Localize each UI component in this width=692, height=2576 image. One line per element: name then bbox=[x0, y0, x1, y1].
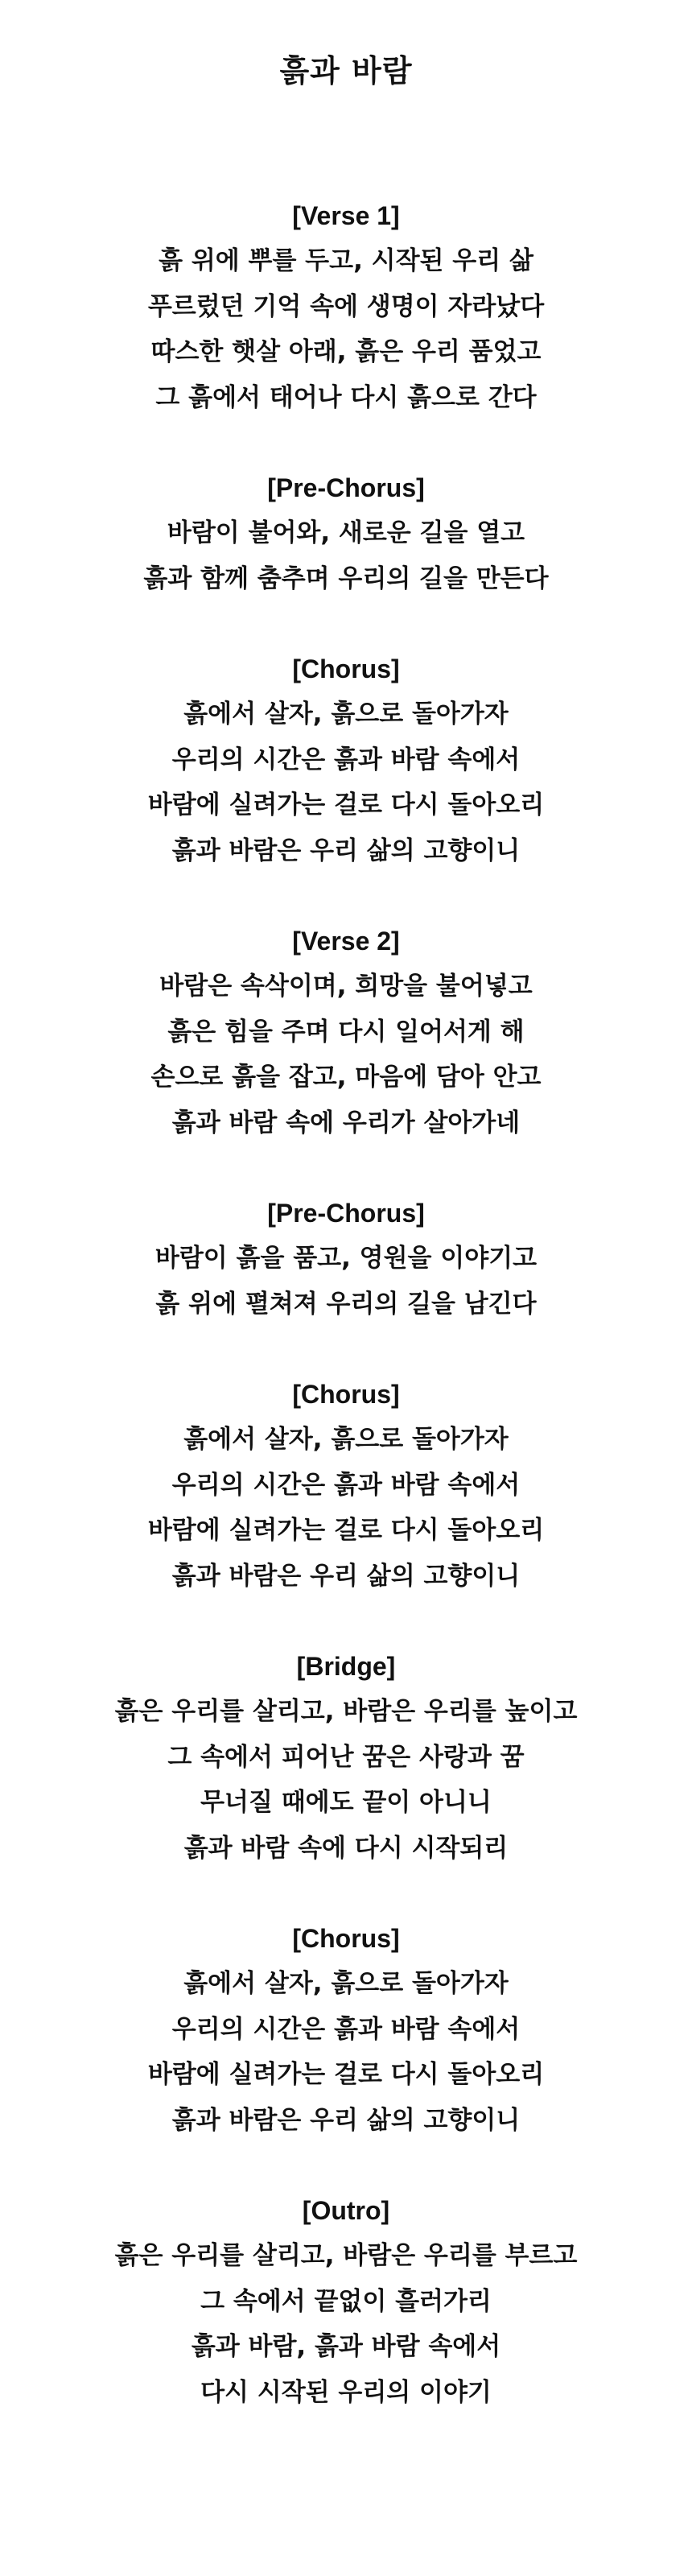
lyric-line: 우리의 시간은 흙과 바람 속에서 bbox=[171, 2014, 521, 2044]
lyric-line: 바람이 흙을 품고, 영원을 이야기고 bbox=[154, 1244, 538, 1273]
lyric-line: 흙과 함께 춤추며 우리의 길을 만든다 bbox=[143, 564, 549, 593]
lyric-line: 흙과 바람은 우리 삶의 고향이니 bbox=[171, 1561, 521, 1591]
lyrics-section bbox=[0, 2188, 692, 2415]
lyric-line: 푸르렀던 기억 속에 생명이 자라났다 bbox=[147, 291, 545, 321]
lyric-line: 흙에서 살자, 흙으로 돌아가자 bbox=[183, 700, 509, 729]
lyric-line: 그 속에서 끝없이 흘러가리 bbox=[200, 2286, 492, 2316]
section-label: [Verse 1] bbox=[292, 201, 400, 230]
lyric-line: 바람은 속삭이며, 희망을 불어넣고 bbox=[159, 972, 533, 1001]
lyric-line: 흙과 바람 속에 우리가 살아가네 bbox=[171, 1108, 521, 1137]
lyrics-section bbox=[0, 1372, 692, 1599]
section-label: [Chorus] bbox=[292, 1924, 400, 1953]
lyric-line: 흙과 바람은 우리 삶의 고향이니 bbox=[171, 2105, 521, 2135]
lyrics-section bbox=[0, 1191, 692, 1327]
lyrics-section bbox=[0, 1644, 692, 1871]
lyric-line: 바람이 불어와, 새로운 길을 열고 bbox=[167, 518, 525, 547]
lyrics-body bbox=[0, 193, 692, 2460]
lyric-line: 흙은 우리를 살리고, 바람은 우리를 부르고 bbox=[114, 2241, 578, 2270]
lyric-line: 그 흙에서 태어나 다시 흙으로 간다 bbox=[155, 382, 537, 412]
section-label: [Chorus] bbox=[292, 654, 400, 683]
lyric-line: 무너질 때에도 끝이 아니니 bbox=[200, 1788, 492, 1817]
lyric-line: 흙은 힘을 주며 다시 일어서게 해 bbox=[167, 1017, 525, 1046]
lyric-line: 우리의 시간은 흙과 바람 속에서 bbox=[171, 745, 521, 774]
lyrics-section bbox=[0, 646, 692, 873]
lyric-line: 다시 시작된 우리의 이야기 bbox=[200, 2377, 492, 2407]
lyric-line: 흙과 바람, 흙과 바람 속에서 bbox=[191, 2332, 501, 2361]
section-label: [Chorus] bbox=[292, 1380, 400, 1409]
lyric-line: 바람에 실려가는 걸로 다시 돌아오리 bbox=[147, 2060, 545, 2089]
lyrics-section bbox=[0, 193, 692, 420]
lyric-line: 흙 위에 뿌를 두고, 시작된 우리 삶 bbox=[159, 246, 533, 275]
lyric-line: 흙과 바람은 우리 삶의 고향이니 bbox=[171, 836, 521, 865]
lyric-line: 흙에서 살자, 흙으로 돌아가자 bbox=[183, 1969, 509, 1998]
lyric-line: 바람에 실려가는 걸로 다시 돌아오리 bbox=[147, 1516, 545, 1545]
lyric-line: 흙과 바람 속에 다시 시작되리 bbox=[183, 1833, 509, 1863]
section-label: [Bridge] bbox=[296, 1652, 396, 1681]
lyric-line: 그 속에서 피어난 꿈은 사랑과 꿈 bbox=[167, 1742, 525, 1772]
page-title: 흙과 바람 bbox=[279, 53, 413, 89]
lyric-line: 손으로 흙을 잡고, 마음에 담아 안고 bbox=[150, 1063, 542, 1092]
lyric-line: 흙 위에 펼쳐져 우리의 길을 남긴다 bbox=[155, 1289, 537, 1319]
section-label: [Outro] bbox=[302, 2196, 390, 2225]
lyric-line: 우리의 시간은 흙과 바람 속에서 bbox=[171, 1470, 521, 1500]
section-label: [Verse 2] bbox=[292, 927, 400, 956]
section-label: [Pre-Chorus] bbox=[267, 473, 425, 502]
lyric-line: 흙에서 살자, 흙으로 돌아가자 bbox=[183, 1425, 509, 1454]
lyric-line: 바람에 실려가는 걸로 다시 돌아오리 bbox=[147, 791, 545, 819]
lyrics-section bbox=[0, 465, 692, 601]
lyric-line: 따스한 햇살 아래, 흙은 우리 품었고 bbox=[150, 337, 542, 366]
lyrics-section bbox=[0, 919, 692, 1146]
section-label: [Pre-Chorus] bbox=[267, 1199, 425, 1228]
lyrics-section bbox=[0, 1916, 692, 2143]
lyric-line: 흙은 우리를 살리고, 바람은 우리를 높이고 bbox=[114, 1697, 578, 1726]
